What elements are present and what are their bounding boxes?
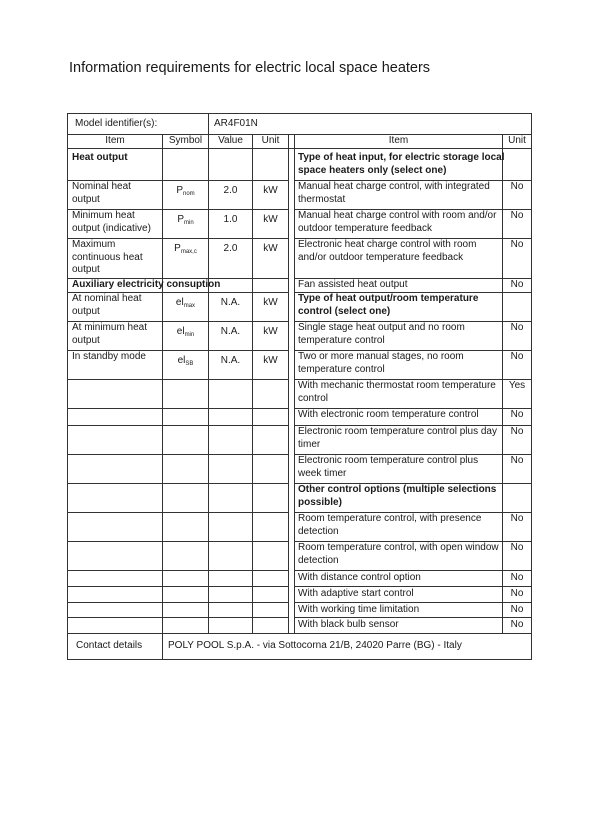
right-unit: No [510,604,524,615]
other-heading: Other control options (multiple selections possible) [298,484,497,508]
control-heading: Type of heat output/room temperature control (select one) [298,293,479,317]
row-symbol: $el_{SB}$ [177,355,194,367]
row-item: At minimum heat output [72,322,148,346]
row-unit: kW [263,214,278,225]
header-item-right: Item [388,135,409,146]
contact-label: Contact details [76,640,143,651]
right-unit: No [510,239,524,250]
row-value: 2.0 [223,185,238,196]
right-unit: No [510,181,524,192]
right-unit: No [510,279,524,290]
row-unit: kW [263,355,278,366]
header-unit: Unit [261,135,280,146]
right-item: Two or more manual stages, no room temperature control [298,351,464,375]
header-item: Item [105,135,125,146]
row-value: N.A. [220,326,241,337]
header-value: Value [218,135,243,146]
right-unit: No [510,513,524,524]
row-item: Maximum continuous heat output [72,239,143,275]
right-item: With distance control option [298,572,421,583]
right-item: Room temperature control, with presence detection [298,513,482,537]
right-item: Electronic heat charge control with room and/or outdoor temperature feedback [298,239,477,263]
contact-value: POLY POOL S.p.A. - via Sottocorna 21/B, 24020 Parre (BG) - Italy [168,640,462,651]
right-item: Electronic room temperature control plus day timer [298,426,497,450]
row-unit: kW [263,185,278,196]
right-item: Fan assisted heat output [298,279,408,290]
right-unit: No [510,409,524,420]
header-unit-right: Unit [508,135,526,146]
right-item: With mechanic thermostat room temperature control [298,380,496,404]
right-item: With black bulb sensor [298,619,399,630]
right-item: With working time limitation [298,604,420,615]
row-item: At nominal heat output [72,293,142,317]
model-label: Model identifier(s): [75,118,158,129]
heat-output-heading: Heat output [72,152,128,163]
row-symbol: $P_{nom}$ [176,185,195,197]
row-value: N.A. [220,297,241,308]
row-unit: kW [263,326,278,337]
right-unit: No [510,426,524,437]
right-item: With electronic room temperature control [298,409,479,420]
right-unit: Yes [508,380,526,391]
right-item: Electronic room temperature control plus week timer [298,455,479,479]
row-item: In standby mode [72,351,146,362]
row-symbol: $el_{min}$ [176,326,195,338]
right-unit: No [510,572,524,583]
right-item: Manual heat charge control with room and/or outdoor temperature feedback [298,210,497,234]
storage-heading: Type of heat input, for electric storage local space heaters only (select one) [298,152,505,176]
row-value: 2.0 [223,243,238,254]
right-item: Room temperature control, with open window detection [298,542,499,566]
row-value: N.A. [220,355,241,366]
aux-heading: Auxiliary electricity consuption [72,279,221,290]
header-symbol: Symbol [168,135,203,146]
page-title: Information requirements for electric local space heaters [69,60,431,76]
row-symbol: $P_{max,c}$ [174,243,197,255]
right-unit: No [510,351,524,362]
right-item: Single stage heat output and no room temperature control [298,322,465,346]
right-unit: No [510,588,524,599]
row-value: 1.0 [223,214,238,225]
row-unit: kW [263,243,278,254]
row-item: Minimum heat output (indicative) [72,210,151,234]
info-table [67,113,532,660]
right-item: With adaptive start control [298,588,414,599]
row-symbol: $P_{min}$ [177,214,194,226]
right-unit: No [510,542,524,553]
right-unit: No [510,210,524,221]
row-item: Nominal heat output [72,181,131,205]
row-symbol: $el_{max}$ [175,297,196,309]
right-item: Manual heat charge control, with integrated thermostat [298,181,490,205]
right-unit: No [510,455,524,466]
right-unit: No [510,322,524,333]
row-unit: kW [263,297,278,308]
right-unit: No [510,619,524,630]
model-value: AR4F01N [214,118,258,129]
